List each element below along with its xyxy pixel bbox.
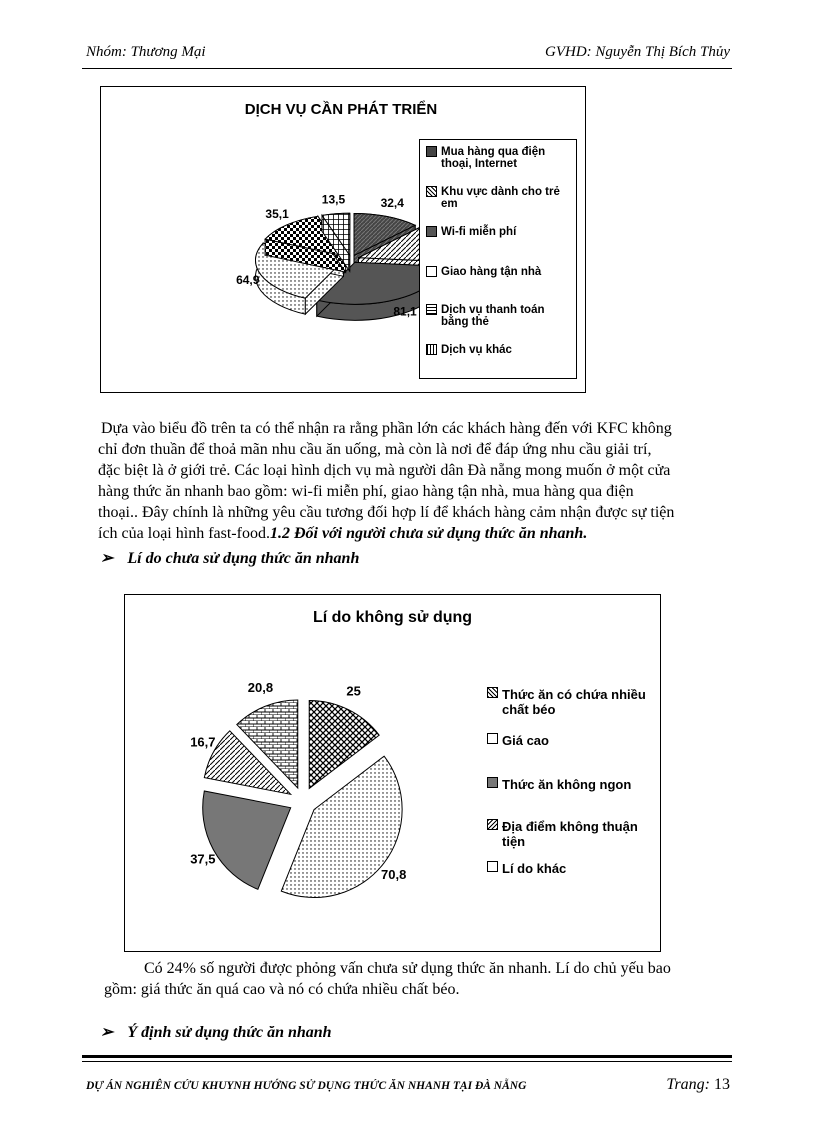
chart-services-plot	[101, 87, 421, 392]
chart-reasons-plot	[125, 595, 475, 951]
swatch-icon	[487, 733, 498, 744]
data-label-6: 13,5	[321, 192, 346, 207]
swatch-icon	[426, 146, 437, 157]
legend-item-wifi: Wi-fi miễn phí	[426, 226, 572, 266]
header-rule	[82, 68, 732, 69]
swatch-icon	[426, 226, 437, 237]
swatch-icon	[487, 819, 498, 830]
body-paragraph-1: Dựa vào biểu đồ trên ta có thể nhận ra rằng phần lớn các khách hàng đến với KFC không chỉ đơn thuần để thoả mãn nhu cầu ăn uống, mà còn là nơi để đáp ứng nhu cầu giải trí, đặc biệt là ở giới trẻ. Các loại hình dịch vụ mà người dân Đà nẵng mong muốn ở một cửa hàng thức ăn nhanh bao gồm: wi-fi miễn phí, giao hàng tận nhà, mua hàng qua điện thoại.. Đây chính là những yêu cầu tương đối hợp lí để khách hàng cảm nhận được sự tiện ích của loại hình fast-food.1.2 Đối với người chưa sử dụng thức ăn nhanh.	[98, 420, 675, 542]
data-label-4: 16,7	[190, 734, 216, 750]
chart-services-legend	[419, 139, 577, 379]
legend-item-delivery: Giao hàng tận nhà	[426, 266, 572, 304]
data-label-5: 20,8	[247, 679, 274, 695]
legend-item-fatty-food: Thức ăn có chứa nhiều chất béo	[487, 687, 653, 733]
legend-item-kids-area: Khu vực dành cho trẻ em	[426, 186, 572, 226]
legend-item-phone-internet: Mua hàng qua điện thoại, Internet	[426, 146, 572, 186]
swatch-icon	[426, 344, 437, 355]
section-heading: 1.2 Đối với người chưa sử dụng thức ăn nhanh.	[269, 525, 588, 542]
legend-item-inconvenient-location: Địa điểm không thuận tiện	[487, 819, 653, 861]
data-label-2: 70,8	[381, 866, 407, 882]
footer-rule-thick	[82, 1055, 732, 1058]
chart-reasons	[124, 594, 661, 952]
footer-rule-thin	[82, 1061, 732, 1062]
swatch-icon	[426, 304, 437, 315]
legend-item-other-services: Dịch vụ khác	[426, 344, 572, 368]
data-label-3: 81,1	[393, 304, 417, 319]
swatch-icon	[487, 861, 498, 872]
data-label-5: 35,1	[265, 207, 289, 222]
chart-services-title: DỊCH VỤ CẦN PHÁT TRIỂN	[244, 101, 438, 118]
body-paragraph-2: Có 24% số người được phỏng vấn chưa sử dụng thức ăn nhanh. Lí do chủ yếu bao gồm: giá thức ăn quá cao và nó có chứa nhiều chất béo.	[104, 960, 671, 998]
data-label-1: 32,4	[380, 195, 404, 210]
legend-item-high-price: Giá cao	[487, 733, 653, 777]
legend-item-card-payment: Dịch vụ thanh toán bằng thẻ	[426, 304, 572, 344]
header-supervisor: GVHD: Nguyễn Thị Bích Thủy	[545, 44, 730, 60]
data-label-4: 64,9	[236, 272, 260, 287]
chart-services	[100, 86, 586, 393]
swatch-icon	[426, 266, 437, 277]
footer-project-title: DỰ ÁN NGHIÊN CỨU KHUYNH HƯỚNG SỬ DỤNG THỨC ĂN NHANH TẠI ĐÀ NẴNG	[86, 1080, 527, 1092]
footer-page: Trang: 13	[666, 1076, 730, 1093]
arrow-bullet-icon: ➢	[100, 1024, 114, 1041]
swatch-icon	[487, 687, 498, 698]
arrow-bullet-icon: ➢	[100, 550, 114, 567]
bullet-reasons: ➢ Lí do chưa sử dụng thức ăn nhanh	[100, 550, 360, 567]
swatch-icon	[426, 186, 437, 197]
legend-item-not-tasty: Thức ăn không ngon	[487, 777, 653, 819]
chart-reasons-title: Lí do không sử dụng	[312, 609, 473, 626]
header-group-name: Nhóm: Thương Mại	[86, 44, 206, 60]
chart-reasons-legend	[479, 679, 657, 889]
data-label-3: 37,5	[190, 851, 216, 867]
data-label-1: 25	[346, 683, 361, 699]
pie-slice-3	[203, 791, 291, 889]
bullet-intention: ➢ Ý định sử dụng thức ăn nhanh	[100, 1024, 332, 1041]
swatch-icon	[487, 777, 498, 788]
legend-item-other-reason: Lí do khác	[487, 861, 653, 885]
